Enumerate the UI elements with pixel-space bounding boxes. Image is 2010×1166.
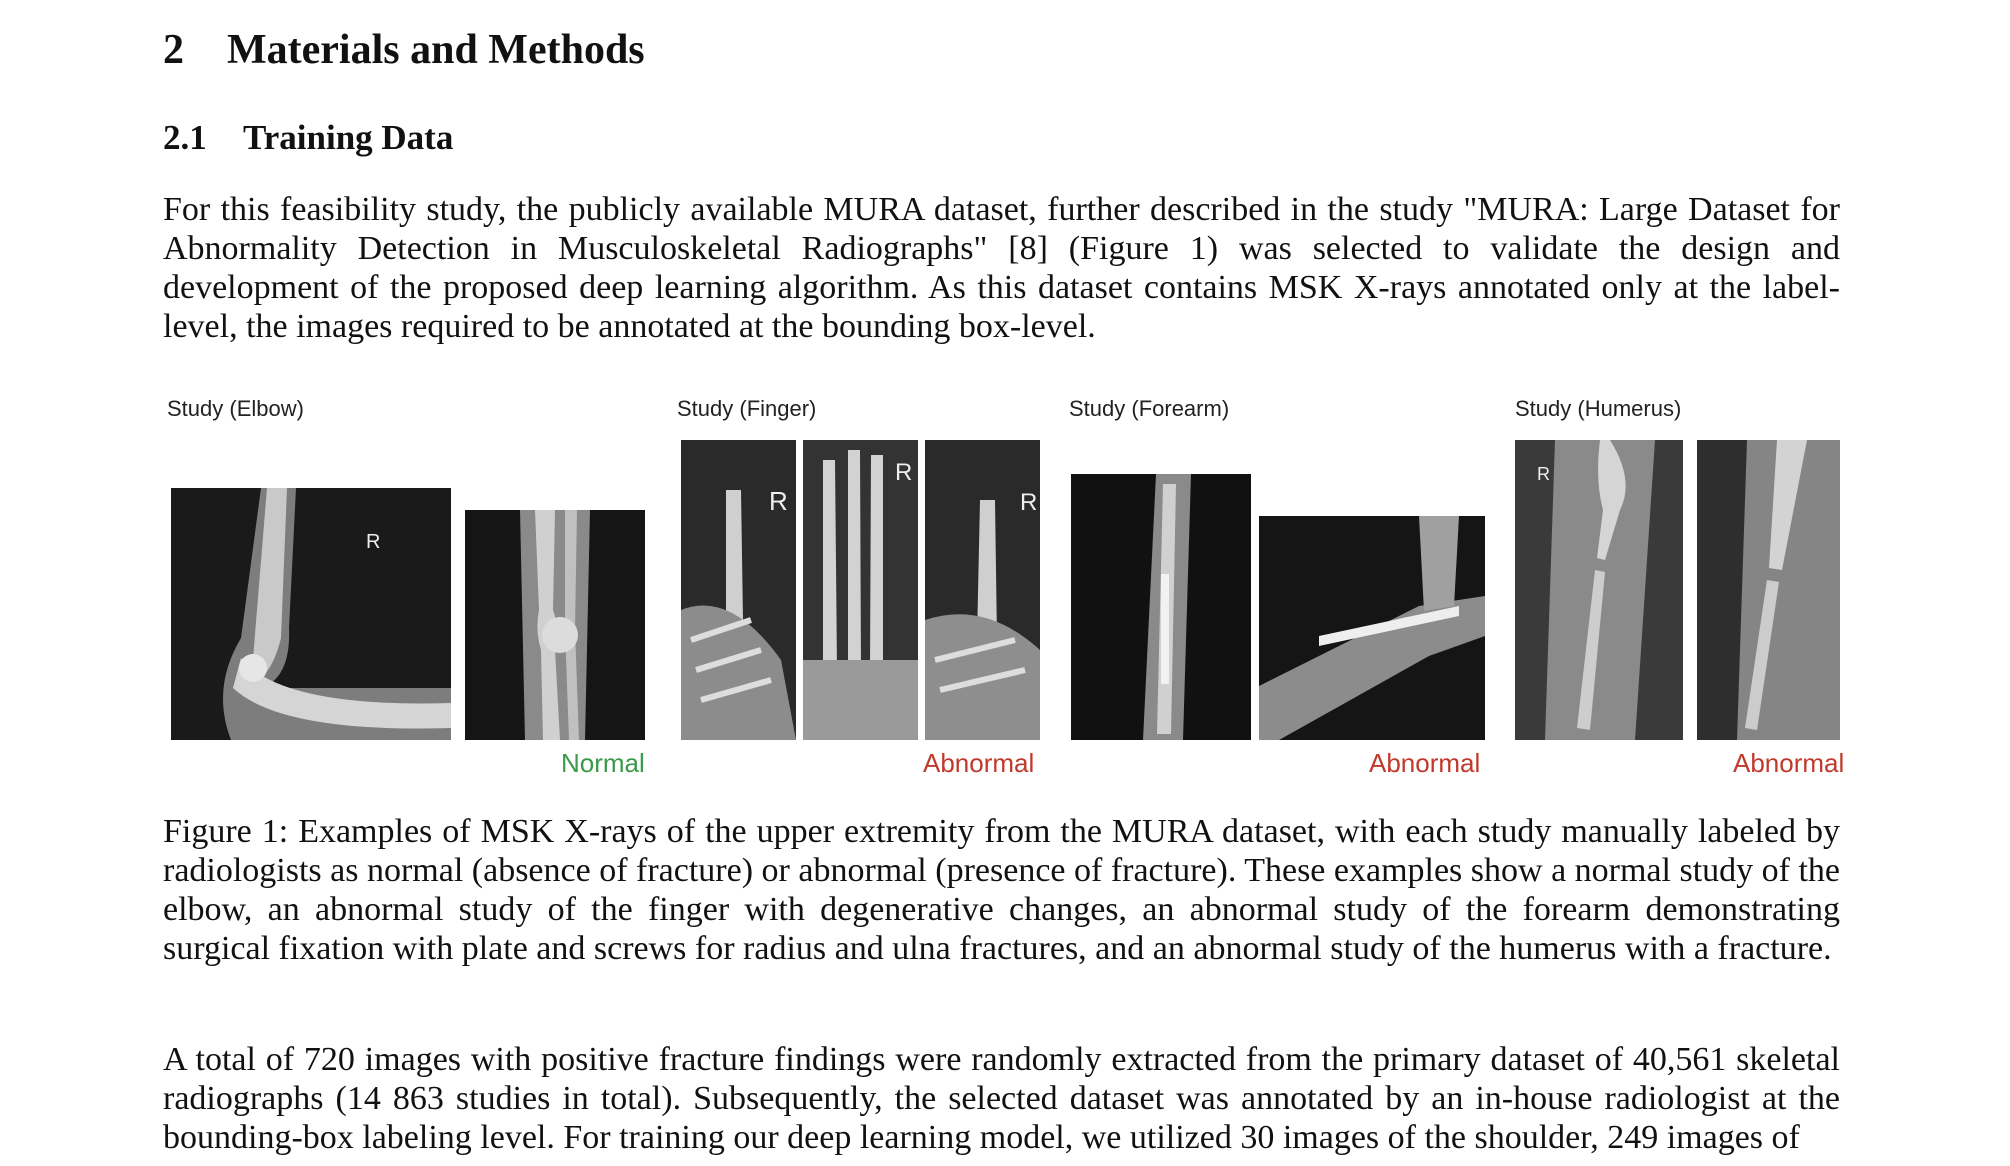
svg-text:R: R [769,486,788,516]
xray-elbow-ap [465,510,645,740]
figure-caption: Figure 1: Examples of MSK X-rays of the upper extremity from the MURA dataset, with each study manually labeled by radiologists as normal (absence of fracture) or abnormal (presence of fracture). These examples show a normal study of the elbow, an abnormal study of the finger with degenerative changes, an abnormal study of the forearm demonstrating surgical fixation with plate and screws for radius and ulna fractures, and an abnormal study of the humerus with a fracture. [163,813,1841,967]
paragraph-dataset: A total of 720 images with positive fracture findings were randomly extracted from the primary dataset of 40,561 skeletal radiographs (14 863 studies in total). Subsequently, the selected dataset was annotated by an in-house radiologist at the bounding-box labeling level. For training our deep learning model, we utilized 30 images of the shoulder, 249 images of [163,1041,1840,1156]
svg-text:R: R [895,459,913,486]
study-label-finger: Study (Finger) [677,396,817,421]
xray-finger-1 [681,440,796,740]
subsection-title: Training Data [243,118,454,157]
xray-humerus-ap [1515,440,1683,740]
status-abnormal-finger: Abnormal [923,748,1035,778]
xray-finger-3 [925,440,1040,740]
paragraph-intro: For this feasibility study, the publicly available MURA dataset, further described in the study "MURA: Large Dataset for Abnormality Detection in Musculoskeletal Radiographs" [8] (Figure 1) was selected to validate the design and development of the proposed deep learning algorithm. As this dataset contains MSK X-rays annotated only at the label-level, the images required to be annotated at the bounding box-level. [163,191,1840,345]
section-title: Materials and Methods [227,27,645,73]
study-label-elbow: Study (Elbow) [167,396,304,421]
svg-text:R: R [366,531,381,553]
section-number: 2 [163,27,184,73]
xray-finger-2 [803,440,918,740]
study-label-forearm: Study (Forearm) [1069,396,1230,421]
status-abnormal-forearm: Abnormal [1369,748,1481,778]
status-normal: Normal [561,748,645,778]
section-heading [163,26,645,74]
xray-forearm-lateral [1259,516,1485,740]
svg-text:R: R [1020,489,1038,516]
xray-elbow-lateral [171,488,451,740]
study-label-humerus: Study (Humerus) [1515,396,1682,421]
figure-1 [163,390,1845,790]
xray-forearm-ap [1071,474,1251,740]
subsection-heading [163,118,453,158]
subsection-number: 2.1 [163,118,207,157]
status-abnormal-humerus: Abnormal [1733,748,1845,778]
xray-humerus-lateral [1697,440,1840,740]
svg-text:R: R [1537,464,1550,484]
